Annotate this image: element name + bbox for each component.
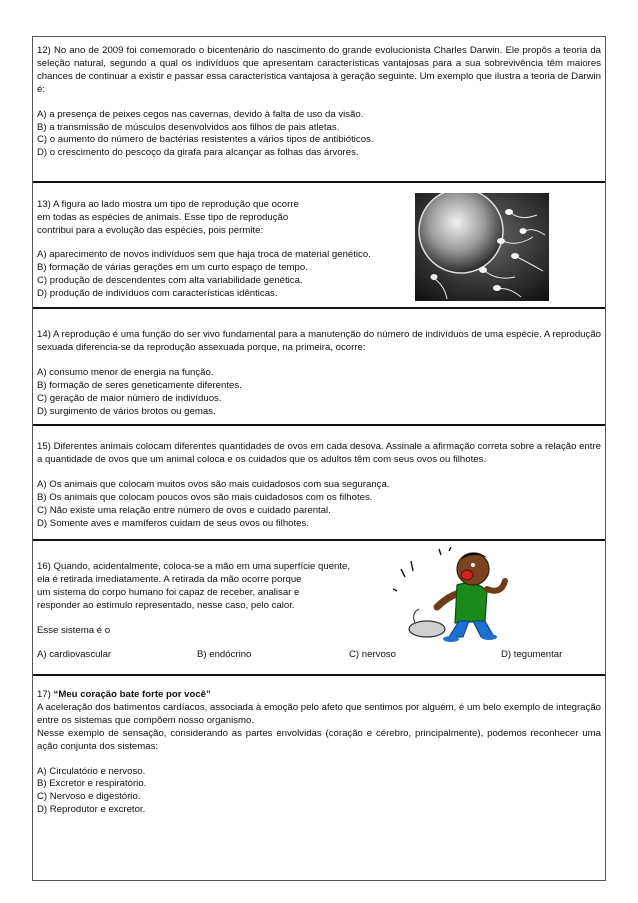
option-a: A) Circulatório e nervoso.: [37, 765, 146, 777]
question-16-stem-line: ela é retirada imediatamente. A retirada da mão ocorre porque: [37, 573, 302, 585]
separator: [33, 674, 605, 676]
option-b: B) Os animais que colocam poucos ovos são mais cuidadosos com os filhotes.: [37, 491, 373, 503]
question-17-number: 17): [37, 689, 51, 700]
question-13-stem-line: em todas as espécies de animais. Esse tipo de reprodução: [37, 211, 289, 223]
question-17: [37, 689, 601, 817]
question-16-prompt: Esse sistema é o: [37, 624, 111, 636]
question-14: [37, 329, 601, 418]
question-17-paragraph: A aceleração dos batimentos cardíacos, associada à emoção pelo afeto que sentimos por alguém, é um belo exemplo de integração entre os sistemas que compõem nosso organismo.: [37, 701, 601, 726]
option-c: C) geração de maior número de indivíduos.: [37, 392, 222, 404]
separator: [33, 424, 605, 426]
question-15-stem: 15) Diferentes animais colocam diferentes quantidades de ovos em cada desova. Assinale a afirmação correta sobre a relação entre a quantidade de ovos que um animal coloca e os cuidados que os adultos têm com seus ovos ou filhotes.: [37, 441, 601, 465]
question-17-paragraph: Nesse exemplo de sensação, considerando as partes envolvidas (coração e cérebro, principalmente), podemos reconhecer uma ação conjunta dos sistemas:: [37, 727, 601, 752]
option-d: D) o crescimento do pescoço da girafa para alcançar as folhas das árvores.: [37, 147, 359, 159]
question-12-stem: 12) No ano de 2009 foi comemorado o bicentenário do nascimento do grande evolucionista Charles Darwin. Ele propôs a teoria da seleção natural, segundo a qual os indivíduos que apresentam características vantajosas para a sua sobrevivência têm maiores chances de continuar a existir e passar essa característica vantajosa à geração seguinte. Um exemplo que ilustra a teoria de Darwin é:: [37, 45, 601, 95]
sperm-fertilization-image: [415, 193, 549, 301]
question-15: [37, 441, 601, 530]
burned-hand-cartoon: [393, 547, 523, 643]
option-b: B) formação de seres geneticamente diferentes.: [37, 379, 242, 391]
option-d: D) Reprodutor e excretor.: [37, 804, 146, 816]
question-14-stem: 14) A reprodução é uma função do ser vivo fundamental para a manutenção do número de indivíduos de uma espécie. A reprodução sexuada diferencia-se da reprodução assexuada porque, na primeira, ocorre:: [37, 329, 601, 353]
option-b: B) formação de várias gerações em um curto espaço de tempo.: [37, 261, 308, 273]
separator: [33, 539, 605, 541]
option-a: A) cardiovascular: [37, 649, 112, 660]
question-12: [37, 45, 601, 160]
option-d: D) surgimento de vários brotos ou gemas.: [37, 405, 216, 417]
question-16: [37, 561, 375, 638]
question-17-heading: [37, 689, 601, 702]
exam-frame: [32, 36, 606, 881]
question-17-title: “Meu coração bate forte por você”: [53, 689, 211, 700]
option-b: B) endócrino: [197, 649, 252, 660]
option-a: A) consumo menor de energia na função.: [37, 366, 214, 378]
question-13: [37, 199, 375, 238]
option-b: B) a transmissão de músculos desenvolvidos aos filhos de pais atletas.: [37, 121, 340, 133]
option-c: C) Nervoso e digestório.: [37, 791, 141, 803]
separator: [33, 307, 605, 309]
separator: [33, 181, 605, 183]
option-a: A) aparecimento de novos indivíduos sem que haja troca de material genético.: [37, 249, 371, 260]
question-13-stem-line: 13) A figura ao lado mostra um tipo de reprodução que ocorre: [37, 199, 299, 210]
option-b: B) Excretor e respiratório.: [37, 778, 147, 790]
option-d: D) Somente aves e mamíferos cuidam de seus ovos ou filhotes.: [37, 517, 309, 529]
question-16-stem-line: um sistema do corpo humano foi capaz de receber, analisar e: [37, 586, 300, 598]
option-c: C) produção de descendentes com alta variabilidade genética.: [37, 274, 303, 286]
option-d: D) tegumentar: [501, 649, 563, 660]
option-c: C) nervoso: [349, 649, 396, 660]
option-c: C) Não existe uma relação entre número de ovos e cuidado parental.: [37, 504, 331, 516]
question-16-options: [37, 649, 601, 663]
question-13-stem-line: contribui para a evolução das espécies, pois permite:: [37, 224, 264, 236]
option-d: D) produção de indivíduos com características idênticas.: [37, 287, 278, 299]
question-16-stem-line: 16) Quando, acidentalmente, coloca-se a mão em uma superfície quente,: [37, 561, 351, 572]
option-c: C) o aumento do número de bactérias resistentes a vários tipos de antibióticos.: [37, 134, 374, 146]
option-a: A) a presença de peixes cegos nas cavernas, devido à falta de uso da visão.: [37, 108, 364, 120]
question-16-stem-line: responder ao estímulo representado, nesse caso, pelo calor.: [37, 599, 295, 611]
option-a: A) Os animais que colocam muitos ovos são mais cuidadosos com sua segurança.: [37, 478, 390, 490]
